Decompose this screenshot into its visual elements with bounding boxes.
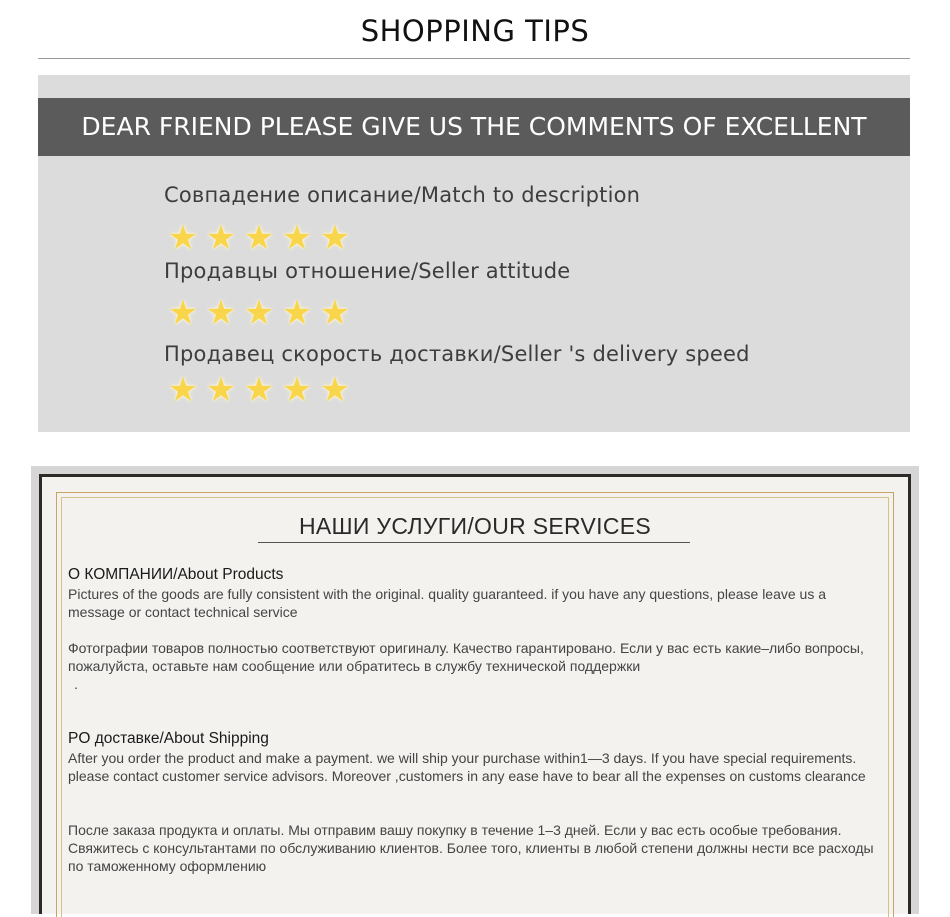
star-icon: ★ [243, 370, 275, 410]
star-icon: ★ [205, 218, 237, 258]
star-icon: ★ [319, 293, 351, 333]
page-title: SHOPPING TIPS [360, 14, 590, 48]
star-icon: ★ [167, 293, 199, 333]
about-products-text-en: Pictures of the goods are fully consistent with the original. quality guaranteed. if you have any questions, please leave us a message or contact technical service [68, 586, 827, 620]
star-icon: ★ [167, 218, 199, 258]
about-products-dot: . [74, 676, 78, 692]
star-icon: ★ [319, 218, 351, 258]
rating-stars-delivery-speed [166, 370, 352, 410]
about-shipping-text-ru: После заказа продукта и оплаты. Мы отправим вашу покупку в течение 1–3 дней. Если у вас есть особые требования. Свяжитесь с консультантами по обслуживанию клиентов. Более того, клиенты в любой степени должны нести все расходы по таможенному оформлению [68, 822, 874, 874]
star-icon: ★ [205, 370, 237, 410]
rating-stars-seller-attitude [166, 293, 352, 333]
services-title: НАШИ УСЛУГИ/OUR SERVICES [298, 513, 652, 539]
star-icon: ★ [243, 293, 275, 333]
star-icon: ★ [319, 370, 351, 410]
star-icon: ★ [205, 293, 237, 333]
star-icon: ★ [243, 218, 275, 258]
rating-stars-match-description [166, 218, 352, 258]
title-divider [38, 58, 910, 59]
criterion-seller-attitude: Продавцы отношение/Seller attitude [164, 259, 571, 283]
about-products-heading: О КОМПАНИИ/About Products [68, 566, 284, 583]
star-icon: ★ [281, 293, 313, 333]
rating-panel [38, 75, 910, 432]
services-title-underline [258, 542, 690, 543]
criterion-delivery-speed: Продавец скорость доставки/Seller 's delivery speed [164, 342, 750, 366]
criterion-match-description: Совпадение описание/Match to description [164, 183, 641, 207]
about-shipping-text-en: After you order the product and make a payment. we will ship your purchase within1—3 days. If you have special requirements. please contact customer service advisors. Moreover ,customers in any ease have to bear all the expenses on customs clearance [68, 750, 866, 784]
star-icon: ★ [281, 218, 313, 258]
about-shipping-heading: PO доставке/About Shipping [68, 730, 269, 747]
star-icon: ★ [281, 370, 313, 410]
star-icon: ★ [167, 370, 199, 410]
about-products-text-ru: Фотографии товаров полностью соответствуют оригиналу. Качество гарантировано. Если у вас есть какие–либо вопросы, пожалуйста, оставьте нам сообщение или обратитесь в службу технической поддержки [68, 640, 864, 674]
rating-banner: DEAR FRIEND PLEASE GIVE US THE COMMENTS OF EXCELLENT [38, 98, 910, 156]
